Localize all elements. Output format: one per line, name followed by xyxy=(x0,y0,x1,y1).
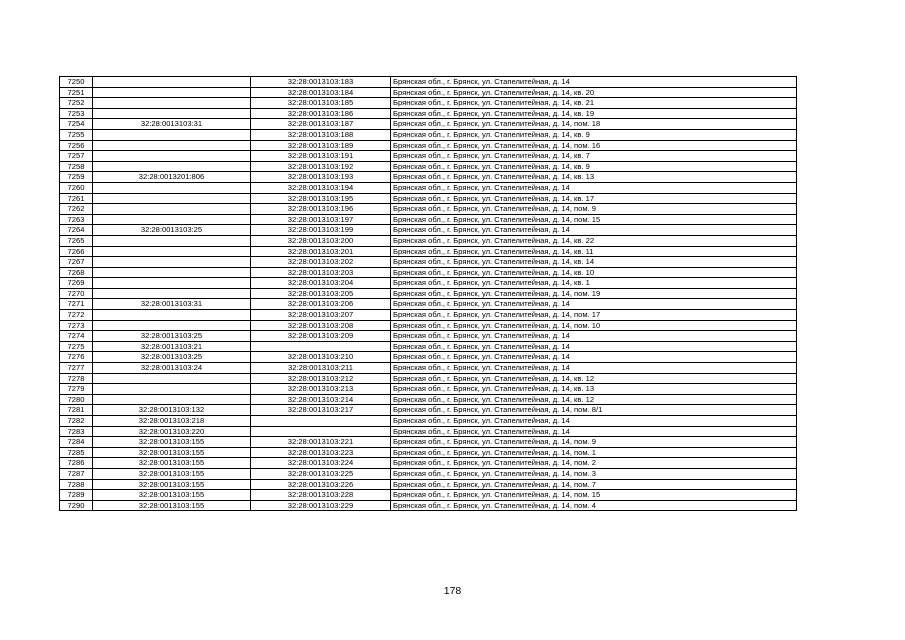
address-cell: Брянская обл., г. Брянск, ул. Стапелитейная, д. 14, кв. 1 xyxy=(391,278,797,289)
table-row xyxy=(60,384,797,395)
row-number-cell: 7265 xyxy=(60,235,93,246)
table-row xyxy=(60,235,797,246)
address-cell: Брянская обл., г. Брянск, ул. Стапелитейная, д. 14, кв. 12 xyxy=(391,373,797,384)
cadastral-number-cell xyxy=(251,416,391,427)
address-cell: Брянская обл., г. Брянск, ул. Стапелитейная, д. 14, пом. 15 xyxy=(391,490,797,501)
table-row xyxy=(60,331,797,342)
cadastral-number-cell: 32:28:0013103:214 xyxy=(251,394,391,405)
source-cadastral-number-cell xyxy=(93,87,251,98)
row-number-cell: 7271 xyxy=(60,299,93,310)
source-cadastral-number-cell xyxy=(93,394,251,405)
source-cadastral-number-cell: 32:28:0013103:155 xyxy=(93,490,251,501)
address-cell: Брянская обл., г. Брянск, ул. Стапелитейная, д. 14, пом. 15 xyxy=(391,214,797,225)
address-cell: Брянская обл., г. Брянск, ул. Стапелитейная, д. 14, пом. 18 xyxy=(391,119,797,130)
address-cell: Брянская обл., г. Брянск, ул. Стапелитейная, д. 14, пом. 16 xyxy=(391,140,797,151)
table-row xyxy=(60,77,797,88)
address-cell: Брянская обл., г. Брянск, ул. Стапелитейная, д. 14, кв. 13 xyxy=(391,384,797,395)
cadastral-number-cell: 32:28:0013103:221 xyxy=(251,437,391,448)
cadastral-number-cell: 32:28:0013103:199 xyxy=(251,225,391,236)
address-cell: Брянская обл., г. Брянск, ул. Стапелитейная, д. 14 xyxy=(391,416,797,427)
cadastral-number-cell: 32:28:0013103:200 xyxy=(251,235,391,246)
row-number-cell: 7282 xyxy=(60,416,93,427)
cadastral-number-cell: 32:28:0013103:189 xyxy=(251,140,391,151)
cadastral-number-cell: 32:28:0013103:213 xyxy=(251,384,391,395)
table-row xyxy=(60,405,797,416)
source-cadastral-number-cell xyxy=(93,320,251,331)
row-number-cell: 7270 xyxy=(60,288,93,299)
address-cell: Брянская обл., г. Брянск, ул. Стапелитейная, д. 14, пом. 8/1 xyxy=(391,405,797,416)
source-cadastral-number-cell: 32:28:0013201:806 xyxy=(93,172,251,183)
row-number-cell: 7261 xyxy=(60,193,93,204)
table-row xyxy=(60,468,797,479)
source-cadastral-number-cell xyxy=(93,278,251,289)
source-cadastral-number-cell: 32:28:0013103:155 xyxy=(93,437,251,448)
row-number-cell: 7251 xyxy=(60,87,93,98)
source-cadastral-number-cell xyxy=(93,257,251,268)
source-cadastral-number-cell xyxy=(93,108,251,119)
address-cell: Брянская обл., г. Брянск, ул. Стапелитейная, д. 14, пом. 9 xyxy=(391,204,797,215)
source-cadastral-number-cell: 32:28:0013103:155 xyxy=(93,458,251,469)
source-cadastral-number-cell xyxy=(93,288,251,299)
table-row xyxy=(60,267,797,278)
cadastral-number-cell: 32:28:0013103:209 xyxy=(251,331,391,342)
cadastral-number-cell: 32:28:0013103:188 xyxy=(251,129,391,140)
table-row xyxy=(60,161,797,172)
source-cadastral-number-cell: 32:28:0013103:218 xyxy=(93,416,251,427)
address-cell: Брянская обл., г. Брянск, ул. Стапелитейная, д. 14 xyxy=(391,352,797,363)
source-cadastral-number-cell xyxy=(93,267,251,278)
source-cadastral-number-cell: 32:28:0013103:155 xyxy=(93,500,251,511)
source-cadastral-number-cell: 32:28:0013103:21 xyxy=(93,341,251,352)
address-cell: Брянская обл., г. Брянск, ул. Стапелитейная, д. 14, кв. 12 xyxy=(391,394,797,405)
table-row xyxy=(60,98,797,109)
source-cadastral-number-cell: 32:28:0013103:25 xyxy=(93,225,251,236)
table-row xyxy=(60,225,797,236)
cadastral-number-cell: 32:28:0013103:194 xyxy=(251,182,391,193)
source-cadastral-number-cell xyxy=(93,214,251,225)
row-number-cell: 7278 xyxy=(60,373,93,384)
table-row xyxy=(60,299,797,310)
row-number-cell: 7264 xyxy=(60,225,93,236)
row-number-cell: 7279 xyxy=(60,384,93,395)
source-cadastral-number-cell xyxy=(93,161,251,172)
row-number-cell: 7255 xyxy=(60,129,93,140)
cadastral-number-cell: 32:28:0013103:196 xyxy=(251,204,391,215)
source-cadastral-number-cell xyxy=(93,129,251,140)
cadastral-number-cell: 32:28:0013103:211 xyxy=(251,363,391,374)
cadastral-number-cell: 32:28:0013103:228 xyxy=(251,490,391,501)
source-cadastral-number-cell xyxy=(93,98,251,109)
cadastral-number-cell: 32:28:0013103:207 xyxy=(251,310,391,321)
row-number-cell: 7284 xyxy=(60,437,93,448)
table-row xyxy=(60,341,797,352)
row-number-cell: 7259 xyxy=(60,172,93,183)
cadastral-number-cell: 32:28:0013103:201 xyxy=(251,246,391,257)
source-cadastral-number-cell: 32:28:0013103:132 xyxy=(93,405,251,416)
address-cell: Брянская обл., г. Брянск, ул. Стапелитейная, д. 14, пом. 2 xyxy=(391,458,797,469)
table-row xyxy=(60,172,797,183)
row-number-cell: 7260 xyxy=(60,182,93,193)
cadastral-number-cell: 32:28:0013103:202 xyxy=(251,257,391,268)
address-cell: Брянская обл., г. Брянск, ул. Стапелитейная, д. 14, пом. 4 xyxy=(391,500,797,511)
table-row xyxy=(60,320,797,331)
table-row xyxy=(60,108,797,119)
address-cell: Брянская обл., г. Брянск, ул. Стапелитейная, д. 14 xyxy=(391,426,797,437)
address-cell: Брянская обл., г. Брянск, ул. Стапелитейная, д. 14, кв. 17 xyxy=(391,193,797,204)
row-number-cell: 7281 xyxy=(60,405,93,416)
table-row xyxy=(60,426,797,437)
address-cell: Брянская обл., г. Брянск, ул. Стапелитейная, д. 14, кв. 11 xyxy=(391,246,797,257)
table-row xyxy=(60,416,797,427)
table-row xyxy=(60,140,797,151)
cadastral-number-cell xyxy=(251,341,391,352)
cadastral-number-cell: 32:28:0013103:208 xyxy=(251,320,391,331)
table-row xyxy=(60,479,797,490)
source-cadastral-number-cell xyxy=(93,151,251,162)
source-cadastral-number-cell: 32:28:0013103:155 xyxy=(93,468,251,479)
table-row xyxy=(60,373,797,384)
row-number-cell: 7266 xyxy=(60,246,93,257)
source-cadastral-number-cell xyxy=(93,373,251,384)
table-row xyxy=(60,246,797,257)
source-cadastral-number-cell: 32:28:0013103:31 xyxy=(93,299,251,310)
cadastral-number-cell: 32:28:0013103:193 xyxy=(251,172,391,183)
table-row xyxy=(60,278,797,289)
cadastral-number-cell: 32:28:0013103:204 xyxy=(251,278,391,289)
address-cell: Брянская обл., г. Брянск, ул. Стапелитейная, д. 14, кв. 21 xyxy=(391,98,797,109)
address-cell: Брянская обл., г. Брянск, ул. Стапелитейная, д. 14 xyxy=(391,363,797,374)
page-number: 178 xyxy=(443,585,462,597)
row-number-cell: 7286 xyxy=(60,458,93,469)
source-cadastral-number-cell: 32:28:0013103:220 xyxy=(93,426,251,437)
address-cell: Брянская обл., г. Брянск, ул. Стапелитейная, д. 14 xyxy=(391,182,797,193)
row-number-cell: 7268 xyxy=(60,267,93,278)
row-number-cell: 7273 xyxy=(60,320,93,331)
cadastral-number-cell: 32:28:0013103:225 xyxy=(251,468,391,479)
table-row xyxy=(60,214,797,225)
source-cadastral-number-cell xyxy=(93,140,251,151)
table-row xyxy=(60,151,797,162)
address-cell: Брянская обл., г. Брянск, ул. Стапелитейная, д. 14, кв. 9 xyxy=(391,161,797,172)
cadastral-number-cell: 32:28:0013103:212 xyxy=(251,373,391,384)
source-cadastral-number-cell: 32:28:0013103:31 xyxy=(93,119,251,130)
row-number-cell: 7269 xyxy=(60,278,93,289)
address-cell: Брянская обл., г. Брянск, ул. Стапелитейная, д. 14, пом. 7 xyxy=(391,479,797,490)
table-row xyxy=(60,87,797,98)
source-cadastral-number-cell xyxy=(93,310,251,321)
row-number-cell: 7263 xyxy=(60,214,93,225)
address-cell: Брянская обл., г. Брянск, ул. Стапелитейная, д. 14 xyxy=(391,225,797,236)
source-cadastral-number-cell xyxy=(93,77,251,88)
table-row xyxy=(60,447,797,458)
cadastral-table-body xyxy=(60,77,797,511)
row-number-cell: 7272 xyxy=(60,310,93,321)
table-row xyxy=(60,119,797,130)
source-cadastral-number-cell: 32:28:0013103:25 xyxy=(93,352,251,363)
table-row xyxy=(60,490,797,501)
address-cell: Брянская обл., г. Брянск, ул. Стапелитейная, д. 14 xyxy=(391,341,797,352)
cadastral-number-cell: 32:28:0013103:206 xyxy=(251,299,391,310)
address-cell: Брянская обл., г. Брянск, ул. Стапелитейная, д. 14, кв. 9 xyxy=(391,129,797,140)
cadastral-number-cell: 32:28:0013103:186 xyxy=(251,108,391,119)
cadastral-number-cell: 32:28:0013103:226 xyxy=(251,479,391,490)
cadastral-number-cell: 32:28:0013103:203 xyxy=(251,267,391,278)
address-cell: Брянская обл., г. Брянск, ул. Стапелитейная, д. 14 xyxy=(391,299,797,310)
cadastral-number-cell: 32:28:0013103:205 xyxy=(251,288,391,299)
cadastral-number-cell: 32:28:0013103:192 xyxy=(251,161,391,172)
cadastral-number-cell: 32:28:0013103:183 xyxy=(251,77,391,88)
source-cadastral-number-cell xyxy=(93,193,251,204)
source-cadastral-number-cell xyxy=(93,384,251,395)
row-number-cell: 7262 xyxy=(60,204,93,215)
table-row xyxy=(60,129,797,140)
cadastral-number-cell: 32:28:0013103:197 xyxy=(251,214,391,225)
address-cell: Брянская обл., г. Брянск, ул. Стапелитейная, д. 14, пом. 10 xyxy=(391,320,797,331)
row-number-cell: 7250 xyxy=(60,77,93,88)
table-row xyxy=(60,458,797,469)
cadastral-number-cell: 32:28:0013103:195 xyxy=(251,193,391,204)
cadastral-number-cell: 32:28:0013103:223 xyxy=(251,447,391,458)
table-row xyxy=(60,500,797,511)
table-row xyxy=(60,193,797,204)
source-cadastral-number-cell: 32:28:0013103:24 xyxy=(93,363,251,374)
source-cadastral-number-cell: 32:28:0013103:155 xyxy=(93,479,251,490)
address-cell: Брянская обл., г. Брянск, ул. Стапелитейная, д. 14, кв. 13 xyxy=(391,172,797,183)
address-cell: Брянская обл., г. Брянск, ул. Стапелитейная, д. 14, кв. 10 xyxy=(391,267,797,278)
cadastral-number-cell: 32:28:0013103:224 xyxy=(251,458,391,469)
address-cell: Брянская обл., г. Брянск, ул. Стапелитейная, д. 14, пом. 9 xyxy=(391,437,797,448)
address-cell: Брянская обл., г. Брянск, ул. Стапелитейная, д. 14, кв. 14 xyxy=(391,257,797,268)
address-cell: Брянская обл., г. Брянск, ул. Стапелитейная, д. 14 xyxy=(391,331,797,342)
address-cell: Брянская обл., г. Брянск, ул. Стапелитейная, д. 14, пом. 17 xyxy=(391,310,797,321)
cadastral-number-cell: 32:28:0013103:210 xyxy=(251,352,391,363)
source-cadastral-number-cell xyxy=(93,204,251,215)
row-number-cell: 7290 xyxy=(60,500,93,511)
table-row xyxy=(60,204,797,215)
row-number-cell: 7280 xyxy=(60,394,93,405)
row-number-cell: 7258 xyxy=(60,161,93,172)
table-row xyxy=(60,394,797,405)
row-number-cell: 7267 xyxy=(60,257,93,268)
row-number-cell: 7254 xyxy=(60,119,93,130)
row-number-cell: 7287 xyxy=(60,468,93,479)
table-row xyxy=(60,437,797,448)
row-number-cell: 7256 xyxy=(60,140,93,151)
row-number-cell: 7274 xyxy=(60,331,93,342)
cadastral-number-cell: 32:28:0013103:187 xyxy=(251,119,391,130)
cadastral-number-cell: 32:28:0013103:185 xyxy=(251,98,391,109)
address-cell: Брянская обл., г. Брянск, ул. Стапелитейная, д. 14, пом. 1 xyxy=(391,447,797,458)
row-number-cell: 7276 xyxy=(60,352,93,363)
row-number-cell: 7288 xyxy=(60,479,93,490)
cadastral-table xyxy=(59,76,797,511)
cadastral-number-cell: 32:28:0013103:217 xyxy=(251,405,391,416)
source-cadastral-number-cell xyxy=(93,182,251,193)
address-cell: Брянская обл., г. Брянск, ул. Стапелитейная, д. 14, кв. 22 xyxy=(391,235,797,246)
row-number-cell: 7283 xyxy=(60,426,93,437)
address-cell: Брянская обл., г. Брянск, ул. Стапелитейная, д. 14 xyxy=(391,77,797,88)
address-cell: Брянская обл., г. Брянск, ул. Стапелитейная, д. 14, кв. 20 xyxy=(391,87,797,98)
row-number-cell: 7275 xyxy=(60,341,93,352)
source-cadastral-number-cell: 32:28:0013103:155 xyxy=(93,447,251,458)
table-row xyxy=(60,363,797,374)
address-cell: Брянская обл., г. Брянск, ул. Стапелитейная, д. 14, пом. 3 xyxy=(391,468,797,479)
row-number-cell: 7277 xyxy=(60,363,93,374)
source-cadastral-number-cell xyxy=(93,246,251,257)
cadastral-number-cell: 32:28:0013103:229 xyxy=(251,500,391,511)
address-cell: Брянская обл., г. Брянск, ул. Стапелитейная, д. 14, кв. 7 xyxy=(391,151,797,162)
table-row xyxy=(60,310,797,321)
table-row xyxy=(60,182,797,193)
source-cadastral-number-cell xyxy=(93,235,251,246)
row-number-cell: 7289 xyxy=(60,490,93,501)
cadastral-number-cell xyxy=(251,426,391,437)
row-number-cell: 7257 xyxy=(60,151,93,162)
table-row xyxy=(60,257,797,268)
cadastral-number-cell: 32:28:0013103:191 xyxy=(251,151,391,162)
source-cadastral-number-cell: 32:28:0013103:25 xyxy=(93,331,251,342)
table-row xyxy=(60,288,797,299)
row-number-cell: 7253 xyxy=(60,108,93,119)
row-number-cell: 7285 xyxy=(60,447,93,458)
address-cell: Брянская обл., г. Брянск, ул. Стапелитейная, д. 14, пом. 19 xyxy=(391,288,797,299)
row-number-cell: 7252 xyxy=(60,98,93,109)
address-cell: Брянская обл., г. Брянск, ул. Стапелитейная, д. 14, кв. 19 xyxy=(391,108,797,119)
cadastral-number-cell: 32:28:0013103:184 xyxy=(251,87,391,98)
table-row xyxy=(60,352,797,363)
